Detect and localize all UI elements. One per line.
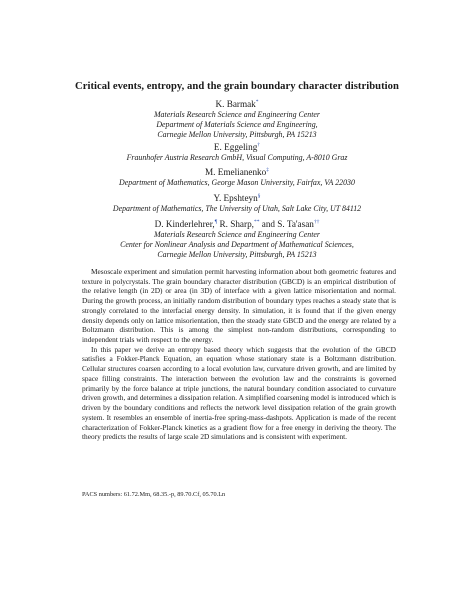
abstract-paragraph: In this paper we derive an entropy based theory which suggests that the evolution of the GBCD satisfies a Fokker-Planck Equation, an equation whose stationary state is a Boltzmann distribution. Cellular structures coarsen according to a local evolution law, curvature driven growth, and are limited by space filling constraints. The interaction between the evolution law and the constraints is governed primarily by the force balance at triple junctions, the natural boundary condition associated to curvature driven growth, and determines a dissipation relation. A simplified coarsening model is introduced which is driven by the boundary conditions and reflects the network level dissipation relation of the grain growth system. It resembles an ensemble of inertia-free spring-mass-dashpots. Application is made of the recent characterization of Fokker-Planck kinetics as a gradient flow for a free energy in deriving the theory. The theory predicts the results of large scale 2D simulations and is consistent with experiment. [82,344,396,442]
abstract-paragraph: Mesoscale experiment and simulation permit harvesting information about both geometric features and texture in polycrystals. The grain boundary character distribution (GBCD) is an empirical distribution of the relative length (in 2D) or area (in 3D) of interface with a given lattice misorientation and normal. During the growth process, an initially random distribution of boundary types reaches a steady state that is strongly correlated to the interfacial energy density. In simulation, it is found that if the given energy density depends only on lattice misorientation, then the steady state GBCD and the energy are related by a Boltzmann distribution. This is among the simplest non-random distributions, corresponding to independent trials with respect to the energy. [82,267,396,345]
footnote-mark: * [255,99,259,105]
author-block-cmu-group [0,218,474,261]
footnote-mark: ‡ [266,167,269,173]
affiliation-line: Department of Materials Science and Engineering, [156,120,318,130]
affiliation-line: Materials Research Science and Engineering Center [153,110,321,119]
affiliation-line: Fraunhofer Austria Research GmbH, Visual Computing, A-8010 Graz [126,153,348,162]
footnote-mark: †† [313,219,320,225]
author-name: M. Emelianenko‡ [205,167,269,177]
author-block-emelianenko [0,166,474,188]
affiliation-line: Carnegie Mellon University, Pittsburgh, PA 15213 [157,250,317,260]
affiliation-line: Department of Mathematics, The University of Utah, Salt Lake City, UT 84112 [112,204,362,213]
author-name: E. Eggeling† [213,142,261,152]
footnote-mark: ** [253,219,260,225]
author-block-barmak [0,98,474,141]
affiliation-line: Materials Research Science and Engineering Center [153,230,321,239]
footnote-mark: † [257,142,261,148]
author-name: Y. Epshteyn§ [213,193,261,203]
author-block-epshteyn [0,192,474,214]
affiliation-line: Carnegie Mellon University, Pittsburgh, PA 15213 [157,130,317,140]
pacs-numbers: PACS numbers: 61.72.Mm, 68.35.-p, 89.70.Cf, 05.70.Ln [82,491,226,498]
footnote-mark: § [257,193,261,199]
footnote-mark: ¶ [214,219,218,225]
author-block-eggeling [0,141,474,163]
author-names: D. Kinderlehrer,¶ R. Sharp,** and S. Ta'asan†† [154,219,320,229]
affiliation-line: Department of Mathematics, George Mason University, Fairfax, VA 22030 [119,178,355,187]
author-name: K. Barmak* [215,99,259,109]
affiliation-line: Center for Nonlinear Analysis and Department of Mathematical Sciences, [120,240,354,250]
abstract [82,267,396,442]
paper-title: Critical events, entropy, and the grain boundary character distribution [75,81,399,92]
